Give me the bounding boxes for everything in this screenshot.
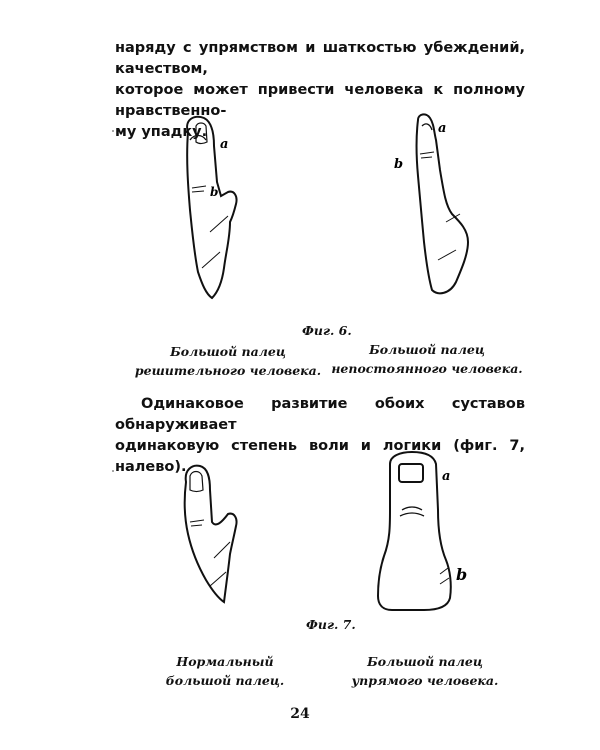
figure-6-right-mark-a: a bbox=[438, 121, 447, 136]
figure-6-left-mark-a: a bbox=[220, 137, 229, 152]
figure-7-caption-right-line-2: упрямого человека. bbox=[351, 673, 499, 688]
paragraph-1-line-2: которое может привести человека к полному нравственно- bbox=[115, 82, 525, 119]
figure-6-left-mark-b: b bbox=[210, 185, 219, 199]
figure-7-caption-left bbox=[140, 652, 310, 690]
figure-6-caption-right-line-1: Большой палец bbox=[369, 342, 485, 357]
figure-7-right-thumb-illustration bbox=[370, 450, 470, 614]
figure-6-right-thumb-illustration bbox=[388, 110, 480, 300]
figure-7-caption-left-line-1: Нормальный bbox=[176, 654, 274, 669]
figure-7-caption-right-line-1: Большой палец bbox=[367, 654, 483, 669]
figure-7-right-mark-b: b bbox=[456, 565, 468, 584]
figure-7-left-thumb-illustration bbox=[178, 462, 258, 612]
figure-7-caption-left-line-2: большой палец. bbox=[165, 673, 285, 688]
figure-7-caption-right bbox=[330, 652, 520, 690]
figure-6-caption-left-line-1: Большой палец bbox=[170, 344, 286, 359]
figure-6-label: Фиг. 6. bbox=[302, 323, 352, 338]
paragraph-2-line-2: одинаковую степень воли и логики (фиг. 7, налево). bbox=[115, 438, 525, 475]
figure-7-label: Фиг. 7. bbox=[306, 617, 356, 632]
figure-6-left-thumb-illustration bbox=[170, 112, 260, 304]
figure-6-caption-right bbox=[322, 340, 532, 378]
scan-speck bbox=[112, 130, 114, 132]
figure-6-caption-left-line-2: решительного человека. bbox=[134, 363, 322, 378]
figure-6-caption-left bbox=[128, 342, 328, 380]
paragraph-2-line-1: Одинаковое развитие обоих суставов обнаруживает bbox=[115, 396, 525, 433]
page-number: 24 bbox=[290, 706, 310, 722]
figure-7-right-mark-a: a bbox=[442, 469, 451, 484]
paragraph-1-line-3: му упадку. bbox=[115, 124, 208, 140]
figure-6-caption-right-line-2: непостоянного человека. bbox=[331, 361, 523, 376]
figure-6-right-mark-b: b bbox=[394, 157, 404, 172]
scan-speck bbox=[112, 470, 114, 472]
paragraph-1-line-1: наряду с упрямством и шаткостью убеждений, качеством, bbox=[115, 40, 525, 77]
